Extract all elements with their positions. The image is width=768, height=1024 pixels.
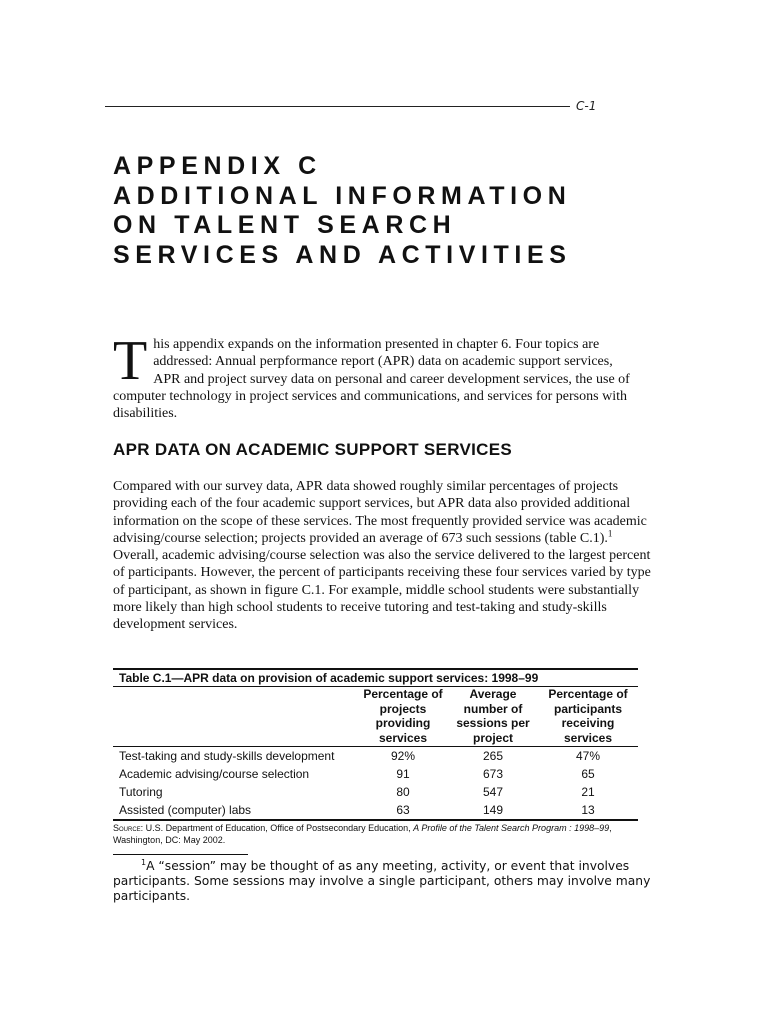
table-cell: 265 bbox=[482, 749, 504, 763]
drop-cap: T bbox=[113, 330, 148, 392]
table-cell: 149 bbox=[448, 801, 538, 820]
title-line: ON TALENT SEARCH bbox=[113, 211, 457, 239]
table-cell: 673 bbox=[482, 767, 504, 781]
column-header: Percentage of projects providing services bbox=[358, 687, 448, 747]
running-header-rule bbox=[105, 106, 570, 107]
source-label: Source: bbox=[113, 823, 144, 833]
intro-paragraph bbox=[113, 330, 633, 422]
title-line: SERVICES AND ACTIVITIES bbox=[113, 240, 572, 269]
table-row bbox=[113, 765, 638, 783]
footnote-separator bbox=[113, 854, 248, 855]
table-cell: 13 bbox=[538, 801, 638, 820]
row-label: Assisted (computer) labs bbox=[113, 801, 358, 820]
footnote-reference[interactable]: 1 bbox=[607, 528, 613, 539]
table-cell: 547 bbox=[482, 785, 504, 799]
paragraph-text: Overall, academic advising/course selection was also the service delivered to the largest percent of participants. However, the percent of participants receiving these four services varied by type of participant, as shown in figure C.1. For example, middle school students were substantially more likely than high school students to receive tutoring and test-taking and study-skills development services. bbox=[113, 548, 651, 633]
table-cell: 21 bbox=[581, 785, 595, 799]
paragraph-text: Compared with our survey data, APR data showed roughly similar percentages of projects providing each of the four academic support services, but APR data also provided additional information on the scope of these services. The most frequently provided service was academic advising/course selection; projects provided an average of 673 such sessions (table C.1). bbox=[113, 479, 647, 546]
source-publication-title: A Profile of the Talent Search Program : 1998–99 bbox=[413, 823, 610, 833]
source-text: , Washington, DC: May 2002. bbox=[113, 823, 612, 845]
footnote-text: A “session” may be thought of as any meeting, activity, or event that involves participants. Some sessions may involve a single participant, others may involve many participants. bbox=[113, 859, 651, 903]
table-cell: 63 bbox=[358, 801, 448, 820]
page-number: C-1 bbox=[576, 99, 597, 113]
row-label: Test-taking and study-skills development bbox=[119, 749, 335, 763]
footnote-marker: 1 bbox=[141, 857, 147, 867]
table-row bbox=[113, 783, 638, 801]
data-table bbox=[113, 687, 638, 821]
table-source-note bbox=[113, 822, 658, 846]
row-label: Tutoring bbox=[119, 785, 163, 799]
table-c1 bbox=[113, 668, 638, 821]
section-heading: APR DATA ON ACADEMIC SUPPORT SERVICES bbox=[113, 440, 512, 459]
footnote bbox=[113, 859, 658, 904]
table-cell: 65 bbox=[581, 767, 595, 781]
table-header-row bbox=[113, 687, 638, 747]
appendix-title bbox=[113, 152, 572, 270]
table-cell: 80 bbox=[396, 785, 410, 799]
table-cell: 91 bbox=[396, 767, 410, 781]
section-paragraph bbox=[113, 478, 653, 634]
table-row bbox=[113, 747, 638, 766]
title-line: ADDITIONAL INFORMATION bbox=[113, 181, 572, 210]
column-header: Average number of sessions per project bbox=[448, 687, 538, 747]
row-label: Academic advising/course selection bbox=[119, 767, 310, 781]
title-line: APPENDIX C bbox=[113, 152, 322, 180]
column-header bbox=[113, 687, 358, 747]
table-caption: Table C.1—APR data on provision of academic support services: 1998–99 bbox=[119, 671, 539, 685]
table-cell: 92% bbox=[390, 749, 416, 763]
intro-text: his appendix expands on the information presented in chapter 6. Four topics are addressed: Annual perpformance report (APR) data on academic support services, APR and project survey data on personal and career development services, the use of computer technology in project services and communications, and services for persons with disabilities. bbox=[113, 337, 630, 422]
table-cell: 47% bbox=[575, 749, 601, 763]
column-header: Percentage of participants receiving services bbox=[538, 687, 638, 747]
source-text: U.S. Department of Education, Office of Postsecondary Education, bbox=[143, 823, 414, 833]
table-row bbox=[113, 801, 638, 820]
